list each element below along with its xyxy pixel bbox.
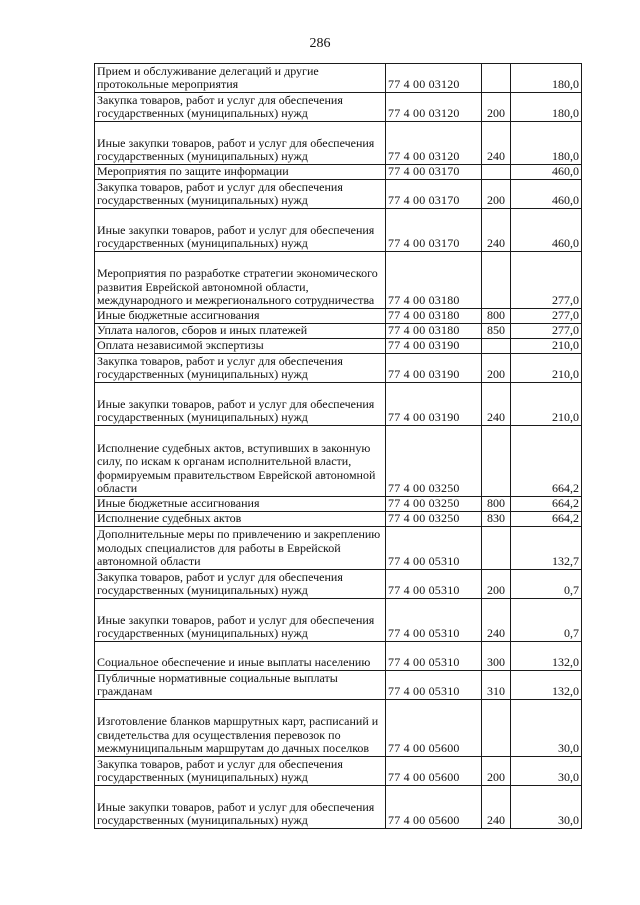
row-code-cell: 77 4 00 05310: [386, 527, 482, 570]
table-row: [95, 700, 582, 757]
row-vr-cell: 240: [482, 122, 511, 165]
row-sum-cell: 664,2: [511, 497, 582, 512]
row-sum-cell: 210,0: [511, 339, 582, 354]
table-row: [95, 180, 582, 209]
row-name-cell: Иные закупки товаров, работ и услуг для обеспечения государственных (муниципальных) нужд: [95, 209, 386, 252]
table-row: [95, 93, 582, 122]
row-sum-cell: 132,0: [511, 642, 582, 671]
row-code-cell: 77 4 00 03180: [386, 252, 482, 309]
row-sum-cell: 460,0: [511, 165, 582, 180]
table-row: [95, 309, 582, 324]
row-code-cell: 77 4 00 03170: [386, 180, 482, 209]
row-code-cell: 77 4 00 03170: [386, 165, 482, 180]
table-row: [95, 426, 582, 497]
row-vr-cell: 200: [482, 757, 511, 786]
row-sum-cell: 30,0: [511, 786, 582, 829]
row-code-cell: 77 4 00 03190: [386, 354, 482, 383]
row-sum-cell: 664,2: [511, 512, 582, 527]
row-vr-cell: 240: [482, 599, 511, 642]
row-name-cell: Мероприятия по разработке стратегии экономического развития Еврейской автономной области, международного и межрегионального сотрудничества: [95, 252, 386, 309]
row-name-cell: Иные закупки товаров, работ и услуг для обеспечения государственных (муниципальных) нужд: [95, 383, 386, 426]
row-vr-cell: [482, 165, 511, 180]
row-code-cell: 77 4 00 03250: [386, 497, 482, 512]
row-sum-cell: 277,0: [511, 324, 582, 339]
row-code-cell: 77 4 00 03190: [386, 339, 482, 354]
row-vr-cell: 850: [482, 324, 511, 339]
row-vr-cell: [482, 426, 511, 497]
table-row: [95, 252, 582, 309]
row-code-cell: 77 4 00 03180: [386, 309, 482, 324]
table-row: [95, 122, 582, 165]
row-name-cell: Иные закупки товаров, работ и услуг для обеспечения государственных (муниципальных) нужд: [95, 786, 386, 829]
row-name-cell: Социальное обеспечение и иные выплаты населению: [95, 642, 386, 671]
row-code-cell: 77 4 00 03120: [386, 93, 482, 122]
row-name-cell: Иные закупки товаров, работ и услуг для обеспечения государственных (муниципальных) нужд: [95, 122, 386, 165]
budget-table: [94, 63, 582, 829]
table-row: [95, 512, 582, 527]
row-code-cell: 77 4 00 05600: [386, 700, 482, 757]
row-code-cell: 77 4 00 05310: [386, 671, 482, 700]
row-name-cell: Публичные нормативные социальные выплаты гражданам: [95, 671, 386, 700]
table-row: [95, 324, 582, 339]
row-vr-cell: [482, 700, 511, 757]
row-name-cell: Закупка товаров, работ и услуг для обеспечения государственных (муниципальных) нужд: [95, 757, 386, 786]
row-name-cell: Изготовление бланков маршрутных карт, расписаний и свидетельства для осуществления перевозок по межмуниципальным маршрутам до дачных поселков: [95, 700, 386, 757]
row-sum-cell: 180,0: [511, 93, 582, 122]
page-number: 286: [309, 36, 331, 51]
row-vr-cell: 300: [482, 642, 511, 671]
table-row: [95, 339, 582, 354]
row-vr-cell: [482, 527, 511, 570]
row-vr-cell: 800: [482, 497, 511, 512]
table-row: [95, 527, 582, 570]
row-vr-cell: 240: [482, 786, 511, 829]
row-code-cell: 77 4 00 03170: [386, 209, 482, 252]
row-vr-cell: 800: [482, 309, 511, 324]
row-sum-cell: 180,0: [511, 64, 582, 93]
row-name-cell: Иные закупки товаров, работ и услуг для обеспечения государственных (муниципальных) нужд: [95, 599, 386, 642]
row-vr-cell: [482, 64, 511, 93]
row-sum-cell: 30,0: [511, 757, 582, 786]
table-row: [95, 599, 582, 642]
row-code-cell: 77 4 00 03250: [386, 512, 482, 527]
row-sum-cell: 277,0: [511, 309, 582, 324]
table-row: [95, 757, 582, 786]
row-name-cell: Уплата налогов, сборов и иных платежей: [95, 324, 386, 339]
row-code-cell: 77 4 00 05310: [386, 642, 482, 671]
row-vr-cell: 200: [482, 570, 511, 599]
table-row: [95, 354, 582, 383]
row-vr-cell: 200: [482, 180, 511, 209]
table-row: [95, 165, 582, 180]
row-vr-cell: 240: [482, 209, 511, 252]
row-sum-cell: 460,0: [511, 180, 582, 209]
row-name-cell: Закупка товаров, работ и услуг для обеспечения государственных (муниципальных) нужд: [95, 354, 386, 383]
row-code-cell: 77 4 00 03250: [386, 426, 482, 497]
row-vr-cell: 200: [482, 354, 511, 383]
row-name-cell: Оплата независимой экспертизы: [95, 339, 386, 354]
row-code-cell: 77 4 00 05600: [386, 786, 482, 829]
row-sum-cell: 460,0: [511, 209, 582, 252]
budget-table-body: [95, 64, 582, 829]
row-vr-cell: [482, 252, 511, 309]
row-sum-cell: 664,2: [511, 426, 582, 497]
row-sum-cell: 180,0: [511, 122, 582, 165]
row-sum-cell: 277,0: [511, 252, 582, 309]
row-code-cell: 77 4 00 05600: [386, 757, 482, 786]
row-name-cell: Дополнительные меры по привлечению и закреплению молодых специалистов для работы в Еврейской автономной области: [95, 527, 386, 570]
row-sum-cell: 132,0: [511, 671, 582, 700]
table-row: [95, 642, 582, 671]
row-sum-cell: 0,7: [511, 570, 582, 599]
row-vr-cell: [482, 339, 511, 354]
table-row: [95, 209, 582, 252]
row-vr-cell: 310: [482, 671, 511, 700]
row-name-cell: Исполнение судебных актов: [95, 512, 386, 527]
row-name-cell: Иные бюджетные ассигнования: [95, 309, 386, 324]
row-name-cell: Иные бюджетные ассигнования: [95, 497, 386, 512]
row-name-cell: Закупка товаров, работ и услуг для обеспечения государственных (муниципальных) нужд: [95, 180, 386, 209]
row-code-cell: 77 4 00 03120: [386, 64, 482, 93]
row-code-cell: 77 4 00 03190: [386, 383, 482, 426]
table-row: [95, 570, 582, 599]
table-row: [95, 383, 582, 426]
row-sum-cell: 132,7: [511, 527, 582, 570]
row-name-cell: Закупка товаров, работ и услуг для обеспечения государственных (муниципальных) нужд: [95, 570, 386, 599]
row-vr-cell: 240: [482, 383, 511, 426]
table-row: [95, 671, 582, 700]
table-row: [95, 64, 582, 93]
row-sum-cell: 210,0: [511, 354, 582, 383]
table-row: [95, 497, 582, 512]
row-code-cell: 77 4 00 05310: [386, 570, 482, 599]
table-row: [95, 786, 582, 829]
row-vr-cell: 830: [482, 512, 511, 527]
row-code-cell: 77 4 00 05310: [386, 599, 482, 642]
row-sum-cell: 0,7: [511, 599, 582, 642]
row-code-cell: 77 4 00 03120: [386, 122, 482, 165]
row-vr-cell: 200: [482, 93, 511, 122]
row-sum-cell: 210,0: [511, 383, 582, 426]
row-code-cell: 77 4 00 03180: [386, 324, 482, 339]
row-name-cell: Закупка товаров, работ и услуг для обеспечения государственных (муниципальных) нужд: [95, 93, 386, 122]
row-sum-cell: 30,0: [511, 700, 582, 757]
row-name-cell: Мероприятия по защите информации: [95, 165, 386, 180]
row-name-cell: Прием и обслуживание делегаций и другие протокольные мероприятия: [95, 64, 386, 93]
row-name-cell: Исполнение судебных актов, вступивших в законную силу, по искам к органам исполнительной власти, формируемым правительством Еврейской автономной области: [95, 426, 386, 497]
